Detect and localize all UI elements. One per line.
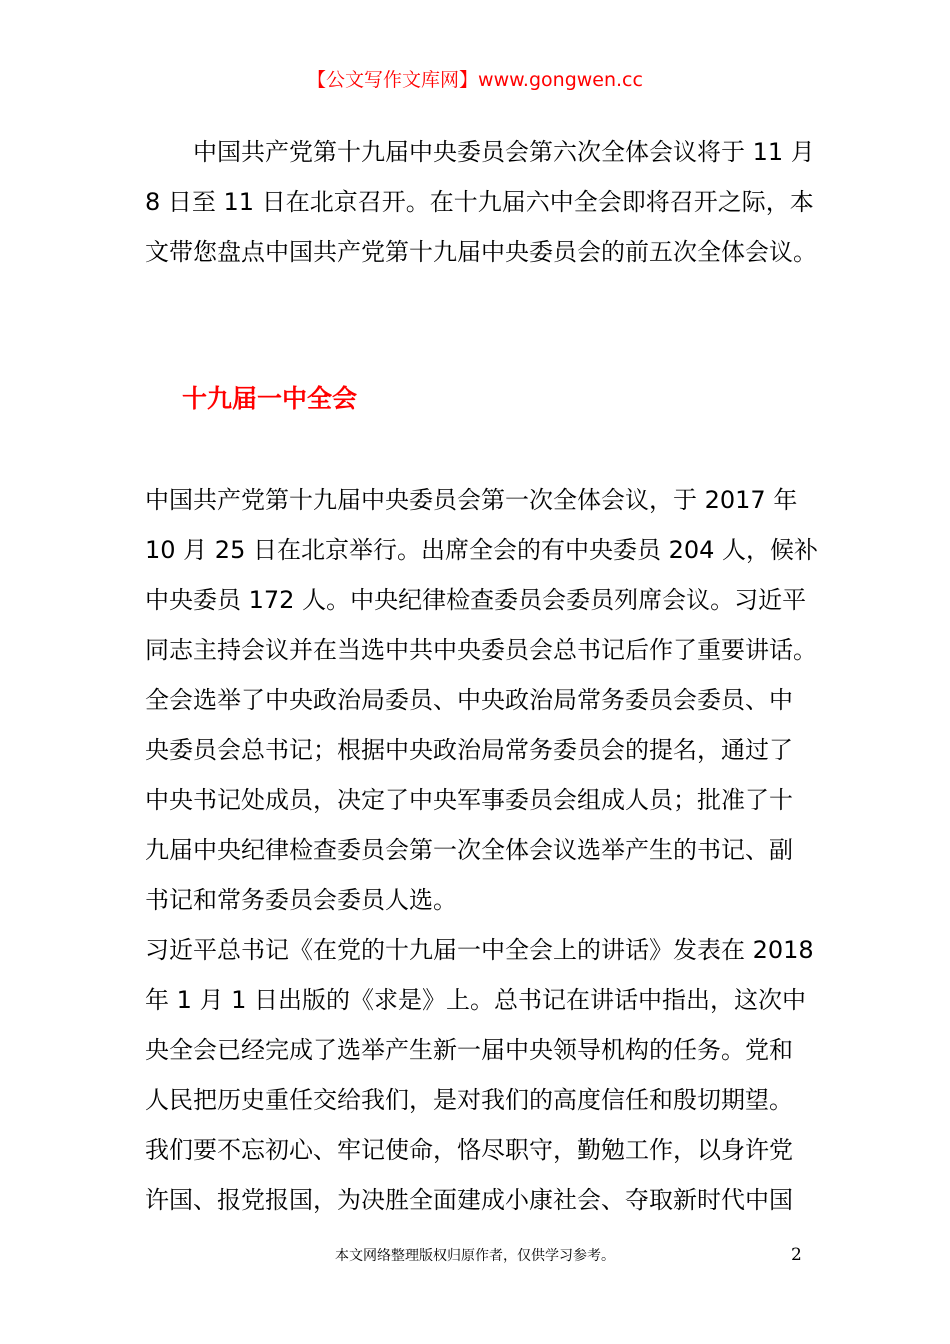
- site-header-link[interactable]: 【公文写作文库网】www.gongwen.cc: [307, 69, 643, 91]
- section-heading: 十九届一中全会: [182, 384, 358, 413]
- body-line: 我们要不忘初心、牢记使命，恪尽职守，勤勉工作，以身许党: [145, 1136, 793, 1164]
- intro-line: 中国共产党第十九届中央委员会第六次全体会议将于 11 月: [145, 138, 815, 166]
- body-line: 许国、报党报国，为决胜全面建成小康社会、夺取新时代中国: [145, 1186, 793, 1214]
- body-line: 人民把历史重任交给我们，是对我们的高度信任和殷切期望。: [145, 1086, 793, 1114]
- body-line: 年 1 月 1 日出版的《求是》上。总书记在讲话中指出，这次中: [145, 986, 807, 1014]
- body-line: 央委员会总书记；根据中央政治局常务委员会的提名，通过了: [145, 736, 793, 764]
- intro-line: 文带您盘点中国共产党第十九届中央委员会的前五次全体会议。: [145, 238, 817, 266]
- body-line: 中央委员 172 人。中央纪律检查委员会委员列席会议。习近平: [145, 586, 807, 614]
- body-line: 央全会已经完成了选举产生新一届中央领导机构的任务。党和: [145, 1036, 793, 1064]
- body-line: 中央书记处成员，决定了中央军事委员会组成人员；批准了十: [145, 786, 793, 814]
- body-line: 全会选举了中央政治局委员、中央政治局常务委员会委员、中: [145, 686, 793, 714]
- body-line: 10 月 25 日在北京举行。出席全会的有中央委员 204 人，候补: [145, 536, 819, 564]
- intro-paragraph: [145, 127, 825, 277]
- section-body: [145, 475, 825, 1225]
- body-line: 书记和常务委员会委员人选。: [145, 886, 457, 914]
- body-line: 习近平总书记《在党的十九届一中全会上的讲话》发表在 2018: [145, 936, 814, 964]
- intro-line: 8 日至 11 日在北京召开。在十九届六中全会即将召开之际，本: [145, 188, 814, 216]
- footer-copyright-note: 本文网络整理版权归原作者，仅供学习参考。: [335, 1248, 615, 1264]
- page-number: 2: [791, 1245, 802, 1265]
- body-line: 中国共产党第十九届中央委员会第一次全体会议，于 2017 年: [145, 486, 798, 514]
- body-line: 同志主持会议并在当选中共中央委员会总书记后作了重要讲话。: [145, 636, 817, 664]
- body-line: 九届中央纪律检查委员会第一次全体会议选举产生的书记、副: [145, 836, 793, 864]
